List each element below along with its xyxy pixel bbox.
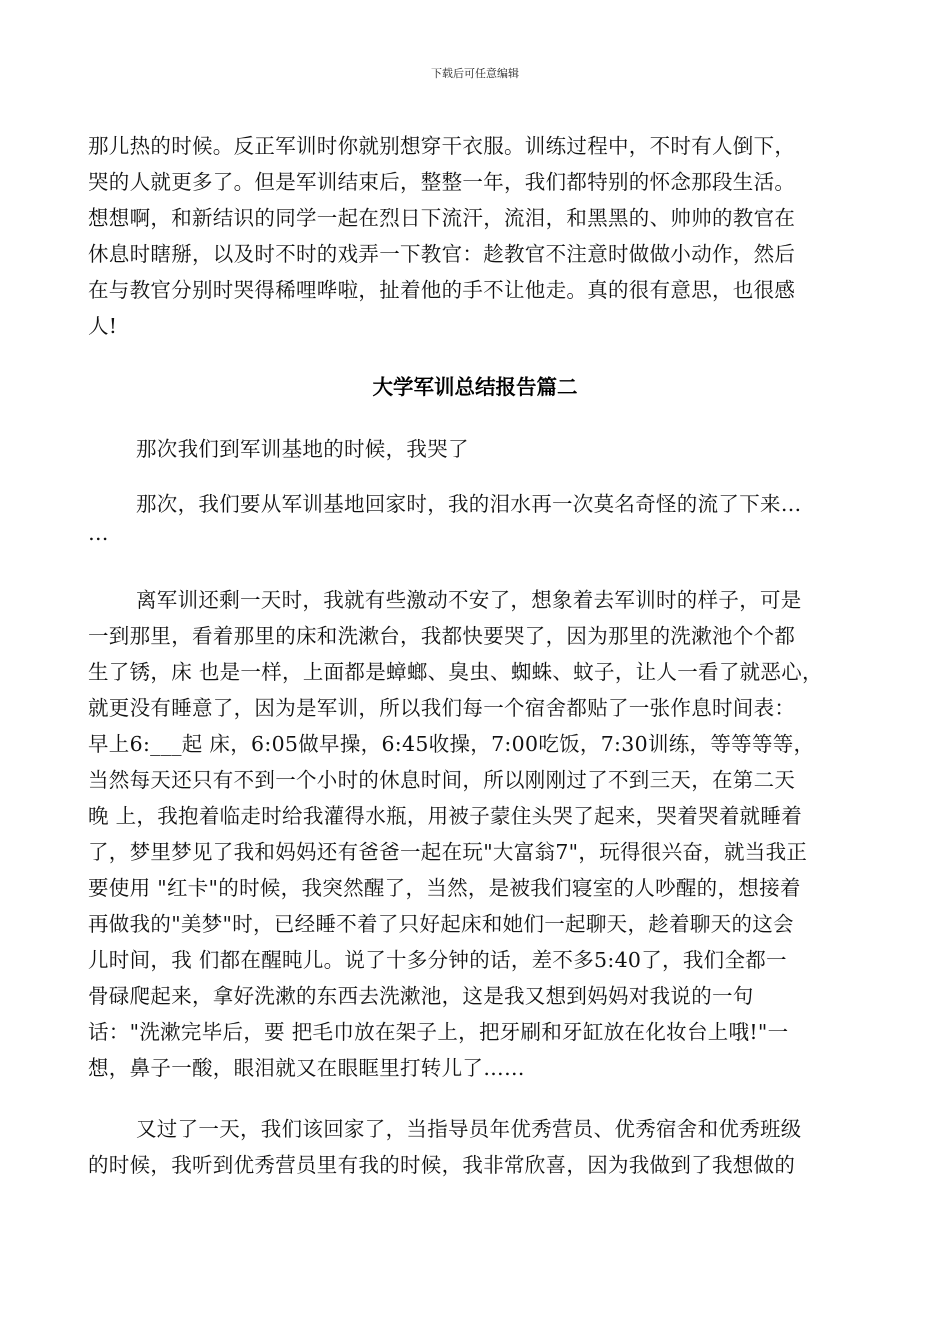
paragraph-line: 那次，我们要从军训基地回家时，我的泪水再一次莫名奇怪的流了下来… [136,492,802,516]
paragraph-line: 儿时间，我 们都在醒盹儿。说了十多分钟的话，差不多5:40了，我们全都一 [88,948,787,972]
paragraph-line: 一到那里，看着那里的床和洗漱台，我都快要哭了，因为那里的洗漱池个个都 [88,624,796,648]
paragraph-line: 休息时瞎掰，以及时不时的戏弄一下教官：趁教官不注意时做做小动作，然后 [88,242,796,266]
paragraph-line: 话："洗漱完毕后，要 把毛巾放在架子上，把牙刷和牙缸放在化妆台上哦!"一 [88,1020,789,1044]
paragraph-line: 又过了一天，我们该回家了，当指导员年优秀营员、优秀宿舍和优秀班级 [136,1117,802,1141]
paragraph-line: 离军训还剩一天时，我就有些激动不安了，想象着去军训时的样子，可是 [136,588,802,612]
paragraph-line: 要使用 "红卡"的时候，我突然醒了，当然，是被我们寝室的人吵醒的，想接着 [88,876,801,900]
header-note: 下载后可任意编辑 [431,67,519,80]
paragraph-line: 再做我的"美梦"时，已经睡不着了只好起床和她们一起聊天，趁着聊天的这会 [88,912,794,936]
paragraph-line: 就更没有睡意了，因为是军训，所以我们每一个宿舍都贴了一张作息时间表： [88,696,796,720]
paragraph-line: 人! [88,314,118,338]
paragraph-line: … [88,521,109,545]
paragraph-line: 想，鼻子一酸，眼泪就又在眼眶里打转儿了…… [88,1056,525,1080]
paragraph-line: 了，梦里梦见了我和妈妈还有爸爸一起在玩"大富翁7"，玩得很兴奋，就当我正 [88,840,808,864]
section-title: 大学军训总结报告篇二 [372,375,578,399]
paragraph-line: 晚 上，我抱着临走时给我灌得水瓶，用被子蒙住头哭了起来，哭着哭着就睡着 [88,804,803,828]
paragraph-line: 的时候，我听到优秀营员里有我的时候，我非常欣喜，因为我做到了我想做的 [88,1153,796,1177]
paragraph-line: 生了锈，床 也是一样，上面都是蟑螂、臭虫、蜘蛛、蚊子，让人一看了就恶心， [88,660,823,684]
paragraph-line: 哭的人就更多了。但是军训结束后，整整一年，我们都特别的怀念那段生活。 [88,170,796,194]
paragraph-line: 想想啊，和新结识的同学一起在烈日下流汗，流泪，和黑黑的、帅帅的教官在 [88,206,796,230]
paragraph-line: 那儿热的时候。反正军训时你就别想穿干衣服。训练过程中，不时有人倒下， [88,134,796,158]
paragraph-line: 骨碌爬起来，拿好洗漱的东西去洗漱池，这是我又想到妈妈对我说的一句 [88,984,754,1008]
paragraph-line: 当然每天还只有不到一个小时的休息时间，所以刚刚过了不到三天，在第二天 [88,768,796,792]
paragraph-line: 在与教官分别时哭得稀哩哗啦，扯着他的手不让他走。真的很有意思，也很感 [88,278,796,302]
paragraph-line: 早上6:___起 床，6:05做早操，6:45收操，7:00吃饭，7:30训练，等等等等， [88,732,815,756]
paragraph-line: 那次我们到军训基地的时候，我哭了 [136,437,469,461]
